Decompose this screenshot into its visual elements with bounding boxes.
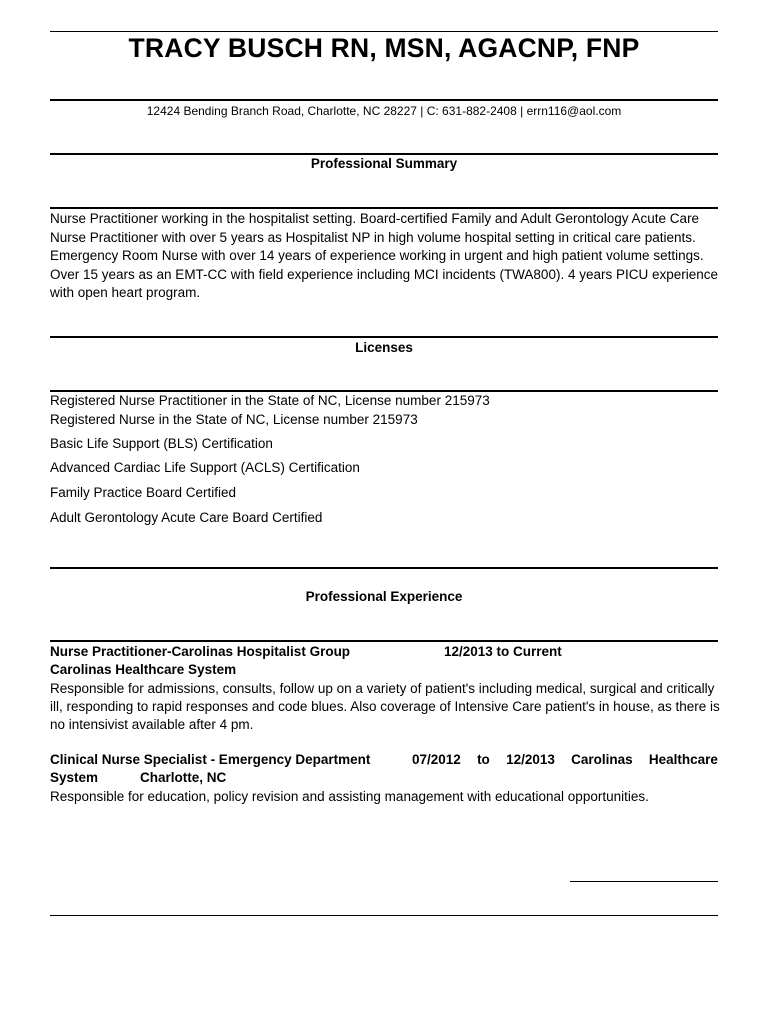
job-employer-word: Healthcare [648,752,718,767]
job-dates-employer [412,752,718,767]
job-date-start: 07/2012 [412,752,461,767]
job-title-row [50,752,718,767]
job-description: Responsible for education, policy revision and assisting management with educational opportunities. [50,789,649,804]
job-location: Charlotte, NC [140,770,227,785]
job-employer: Carolinas Healthcare System [50,662,237,677]
license-item: Family Practice Board Certified [50,485,237,500]
licenses-top-divider [50,336,718,338]
license-item: Advanced Cardiac Life Support (ACLS) Certification [50,460,360,475]
top-divider [50,31,718,32]
footer-divider [50,915,718,916]
summary-heading: Professional Summary [310,156,458,171]
contact-info: 12424 Bending Branch Road, Charlotte, NC 28227 | C: 631-882-2408 | errn116@aol.com [146,104,622,118]
job-employer-word: System [50,770,99,785]
license-item: Basic Life Support (BLS) Certification [50,436,273,451]
summary-top-divider [50,153,718,155]
job-employer-word: Carolinas [571,752,633,767]
licenses-heading: Licenses [355,340,413,355]
experience-bottom-divider [50,640,718,642]
experience-top-divider [50,567,718,569]
job-title: Clinical Nurse Specialist - Emergency Department [50,752,371,767]
signature-line [570,881,718,882]
experience-heading: Professional Experience [305,589,463,604]
candidate-name: TRACY BUSCH RN, MSN, AGACNP, FNP [128,33,640,63]
licenses-bottom-divider [50,390,718,392]
license-item: Registered Nurse in the State of NC, License number 215973 [50,412,418,427]
summary-bottom-divider [50,207,718,209]
license-item: Registered Nurse Practitioner in the State of NC, License number 215973 [50,393,490,408]
job-date-to: to [477,752,490,767]
summary-text: Nurse Practitioner working in the hospitalist setting. Board-certified Family and Adult Gerontology Acute Care Nurse Practitioner with over 5 years as Hospitalist NP in high volume hospital setting in critical care patients. Emergency Room Nurse with over 14 years of experience working in urgent and high patient volume settings. Over 15 years as an EMT-CC with field experience including MCI incidents (TWA800). 4 years PICU experience with open heart program. [50,211,719,300]
job-dates: 12/2013 to Current [444,644,562,659]
header-divider [50,99,718,101]
job-date-end: 12/2013 [506,752,555,767]
job-title: Nurse Practitioner-Carolinas Hospitalist Group [50,644,351,659]
license-item: Adult Gerontology Acute Care Board Certified [50,510,323,525]
job-description: Responsible for admissions, consults, follow up on a variety of patient's including medical, surgical and critically ill, responding to rapid responses and code blues. Also coverage of Intensive Care patient's in house, as there is no intensivist available after 4 pm. [50,681,720,732]
